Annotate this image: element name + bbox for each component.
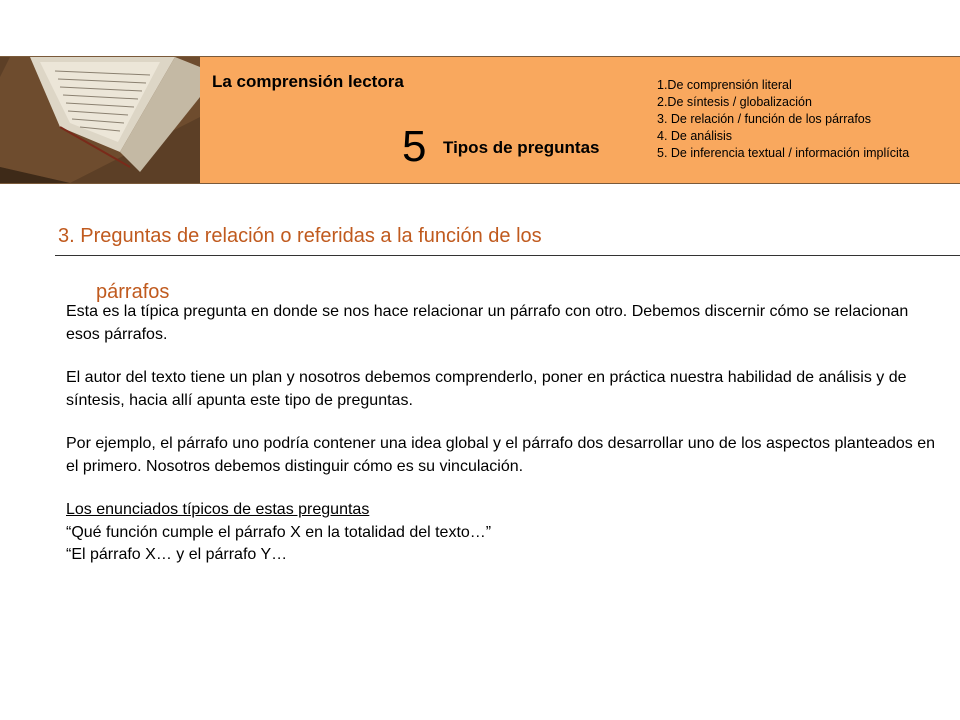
- book-photo: [0, 57, 200, 183]
- banner-subtitle: Tipos de preguntas: [443, 138, 600, 157]
- topic-title: La comprensión lectora: [212, 72, 404, 91]
- paragraph-2: El autor del texto tiene un plan y nosotros debemos comprenderlo, poner en práctica nuestra habilidad de análisis y de síntesis, hacia allí apunta este tipo de preguntas.: [66, 369, 907, 409]
- question-type-item: 1.De comprensión literal: [657, 78, 792, 92]
- heading-divider: [55, 255, 960, 256]
- body-text: [66, 301, 936, 567]
- question-type-item: 5. De inferencia textual / información implícita: [657, 146, 910, 160]
- section-number: 5: [402, 122, 427, 171]
- example-question-2: “El párrafo X… y el párrafo Y…: [66, 546, 288, 563]
- question-type-item: 2.De síntesis / globalización: [657, 95, 812, 109]
- paragraph-1: Esta es la típica pregunta en donde se nos hace relacionar un párrafo con otro. Debemos discernir cómo se relacionan esos párrafos.: [66, 303, 909, 343]
- section-heading: [58, 222, 658, 306]
- example-question-1: “Qué función cumple el párrafo X en la totalidad del texto…”: [66, 523, 492, 541]
- paragraph-3: Por ejemplo, el párrafo uno podría contener una idea global y el párrafo dos desarrollar uno de los aspectos planteados en el primero. Nosotros debemos distinguir cómo es su vinculación.: [66, 435, 936, 475]
- question-type-item: 4. De análisis: [657, 129, 733, 143]
- section-heading-line1: 3. Preguntas de relación o referidas a la función de los: [58, 225, 542, 247]
- section-heading-line2: párrafos: [96, 281, 170, 303]
- examples-block: [66, 499, 936, 567]
- question-type-item: 3. De relación / función de los párrafos: [657, 112, 872, 126]
- question-types-list: [657, 77, 909, 162]
- examples-heading: Los enunciados típicos de estas preguntas: [66, 501, 370, 518]
- header-banner: [0, 56, 960, 184]
